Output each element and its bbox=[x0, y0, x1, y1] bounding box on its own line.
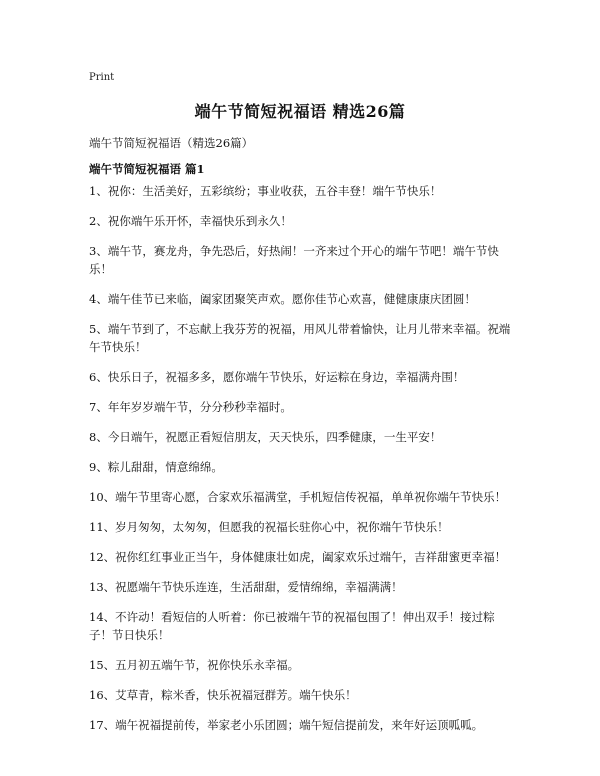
document-subtitle: 端午节简短祝福语（精选26篇） bbox=[89, 136, 254, 150]
blessing-item: 9、粽儿甜甜，情意绵绵。 bbox=[89, 460, 223, 474]
blessing-item: 16、艾草青，粽米香，快乐祝福冠群芳。端午快乐！ bbox=[89, 688, 357, 702]
blessing-item: 14、不许动！看短信的人听着：你已被端午节的祝福包围了！伸出双手！接过粽子！节日快乐！ bbox=[89, 610, 495, 642]
blessing-item: 2、祝你端午乐开怀，幸福快乐到永久！ bbox=[89, 214, 292, 228]
blessing-item: 12、祝你红红事业正当午，身体健康壮如虎，阖家欢乐过端午，吉祥甜蜜更幸福！ bbox=[89, 550, 507, 564]
blessing-item: 10、端午节里寄心愿，合家欢乐福满堂，手机短信传祝福，单单祝你端午节快乐！ bbox=[89, 490, 507, 504]
blessing-item: 6、快乐日子，祝福多多，愿你端午节快乐，好运粽在身边，幸福满舟围！ bbox=[89, 370, 465, 384]
print-label: Print bbox=[89, 72, 115, 83]
blessing-item: 15、五月初五端午节，祝你快乐永幸福。 bbox=[89, 658, 300, 672]
blessing-item: 1、祝你：生活美好，五彩缤纷；事业收获，五谷丰登！端午节快乐！ bbox=[89, 184, 442, 198]
blessing-item: 13、祝愿端午节快乐连连，生活甜甜，爱情绵绵，幸福满满！ bbox=[89, 580, 403, 594]
blessing-item: 4、端午佳节已来临，阖家团聚笑声欢。愿你佳节心欢喜，健健康康庆团圆！ bbox=[89, 292, 476, 306]
document-title: 端午节简短祝福语 精选26篇 bbox=[194, 102, 406, 121]
blessing-item: 7、年年岁岁端午节，分分秒秒幸福时。 bbox=[89, 400, 292, 414]
blessing-item: 17、端午祝福提前传，举家老小乐团圆；端午短信提前发，来年好运顶呱呱。 bbox=[89, 718, 484, 732]
blessing-item: 8、今日端午，祝愿正看短信朋友，天天快乐，四季健康，一生平安！ bbox=[89, 430, 442, 444]
blessing-item: 5、端午节到了，不忘献上我芬芳的祝福，用风儿带着愉快，让月儿带来幸福。祝端午节快乐！ bbox=[89, 322, 511, 354]
blessing-item: 11、岁月匆匆，太匆匆，但愿我的祝福长驻你心中，祝你端午节快乐！ bbox=[89, 520, 449, 534]
blessing-list bbox=[89, 182, 517, 746]
blessing-item: 3、端午节，赛龙舟，争先恐后，好热闹！一齐来过个开心的端午节吧！端午节快乐！ bbox=[89, 244, 499, 276]
section-heading: 端午节简短祝福语 篇1 bbox=[89, 162, 205, 176]
